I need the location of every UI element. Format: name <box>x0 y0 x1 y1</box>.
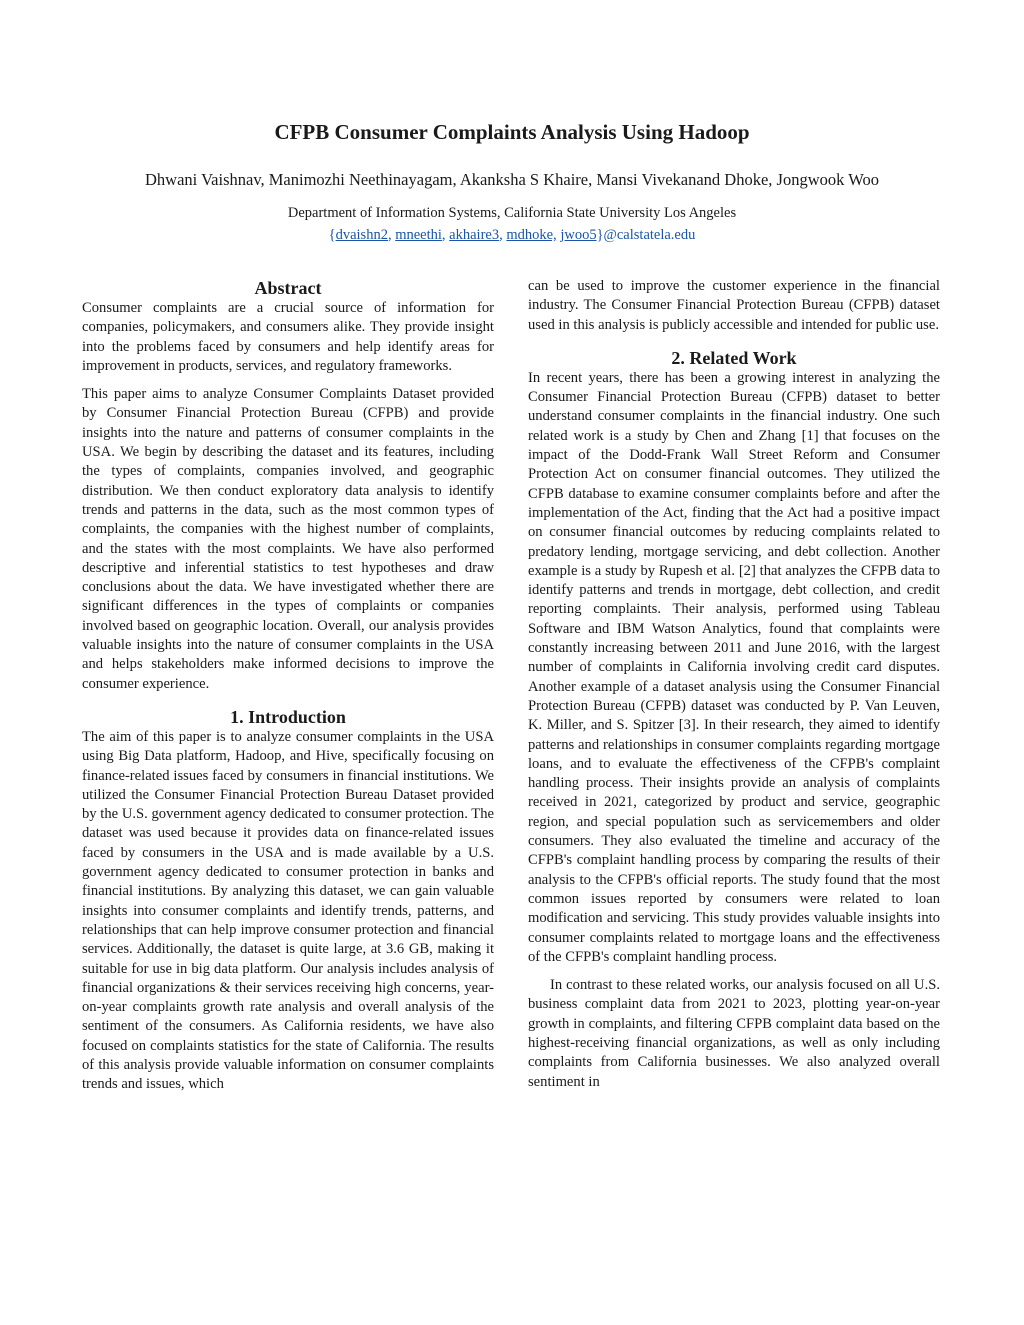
right-column <box>528 277 940 1092</box>
email-link-dvaishn2[interactable]: dvaishn2 <box>335 227 388 243</box>
introduction-paragraph-1: The aim of this paper is to analyze consumer complaints in the USA using Big Data platform, Hadoop, and Hive, specifically focusing on finance-related issues faced by consumers in financial institutions. We utilized the Consumer Financial Protection Bureau Dataset provided by the U.S. government agency dedicated to consumer protection. The dataset was used because it provides data on finance-related issues faced by consumers in the USA and is made available by a U.S. government agency dedicated to consumer protection in banks and financial institutions. By analyzing this dataset, we can gain valuable insights into consumer complaints and identify trends, patterns, and relationships that can help improve consumer protection and financial services. Additionally, the dataset is quite large, at 3.6 GB, making it suitable for use in big data platform. Our analysis includes analysis of financial organizations & their services receiving high concerns, year-on-year complaints growth rate analysis and overall analysis of the sentiment of the consumers. As California residents, we have also focused on complaints statistics for the state of California. The results of this analysis provide valuable information on consumer complaints trends and issues, which <box>82 728 494 1093</box>
email-link-akhaire3[interactable]: akhaire3 <box>449 227 500 243</box>
left-column <box>82 277 494 1095</box>
email-domain: }@calstatela.edu <box>596 227 696 243</box>
affiliation: Department of Information Systems, California State University Los Angeles <box>287 205 737 221</box>
introduction-paragraph-continued: can be used to improve the customer experience in the financial industry. The Consumer Financial Protection Bureau (CFPB) dataset used in this analysis is publicly accessible and intended for public use. <box>528 278 940 333</box>
author-list: Dhwani Vaishnav, Manimozhi Neethinayagam, Akanksha S Khaire, Mansi Vivekanand Dhoke, Jongwook Woo <box>145 170 879 189</box>
email-link-mneethi[interactable]: mneethi <box>395 227 442 243</box>
introduction-heading: 1. Introduction <box>230 706 346 727</box>
abstract-paragraph-2: This paper aims to analyze Consumer Complaints Dataset provided by Consumer Financial Protection Bureau (CFPB) and provide insights into the nature and patterns of consumer complaints in the USA. We begin by describing the dataset and its features, including the types of complaints, companies involved, and geographic distribution. We then conduct exploratory data analysis to identify trends and patterns in the data, such as the most common types of complaints, the companies with the highest number of complaints, and the states with the most complaints. We have also performed descriptive and inferential statistics to test hypotheses and draw conclusions about the data. We have investigated whether there are significant differences in the types of complaints or companies involved based on geographic location. Overall, our analysis provides valuable insights into the nature of consumer complaints in the USA and helps stakeholders make informed decisions to improve the consumer experience. <box>82 386 494 692</box>
related-work-paragraph-2: In contrast to these related works, our analysis focused on all U.S. business complaint data from 2021 to 2023, plotting year-on-year growth in complaints, and filtering CFPB complaint data based on the highest-receiving financial organizations, as well as only including complaints from California businesses. We also analyzed overall sentiment in <box>528 977 940 1090</box>
abstract-heading: Abstract <box>254 278 322 298</box>
related-work-paragraph-1: In recent years, there has been a growing interest in analyzing the Consumer Financial Protection Bureau (CFPB) dataset to better understand consumer complaints in the financial industry. One such related work is a study by Chen and Zhang [1] that focuses on the impact of the Dodd-Frank Wall Street Reform and Consumer Protection Act on consumer financial outcomes. They utilized the CFPB database to examine consumer complaints before and after the implementation of the Act, finding that the Act had a positive impact on consumer financial outcomes by reducing complaints related to predatory lending, mortgage servicing, and debt collection. Another example is a study by Rupesh et al. [2] that analyzes the CFPB data to identify patterns and trends in mortgage, debt collection, and credit reporting complaints. Their analysis, performed using Tableau Software and IBM Watson Analytics, found that complaints were constantly increasing between 2011 and June 2016, with the largest number of complaints in California involving credit card disputes. Another example of a dataset analysis using the Consumer Financial Protection Bureau (CFPB) dataset was conducted by P. Van Leuven, K. Miller, and S. Spitzer [3]. In their research, they aimed to identify patterns and relationships in consumer complaints regarding mortgage loans, and to evaluate the effectiveness of the CFPB's complaint handling process. Their insights provide an analysis of complaints received in 2021, categorized by product and service, geographic region, and special population such as servicemembers and older consumers. They also evaluated the timeline and accuracy of the CFPB's complaint handling process by comparing the results of their analysis to the CFPB's official reports. The study found that the most common issues reported by consumers were related to loan modification and servicing. This study provides valuable insights into consumer complaints related to mortgage loans and the effectiveness of the CFPB's complaint handling process. <box>528 369 940 965</box>
related-work-heading: 2. Related Work <box>671 347 797 368</box>
email-brace-open: { <box>328 227 336 243</box>
email-link-jwoo5[interactable]: jwoo5 <box>560 227 597 243</box>
abstract-paragraph-1: Consumer complaints are a crucial source of information for companies, policymakers, and consumers alike. They provide insight into the problems faced by consumers and help identify areas for improvement in products, services, and regulatory frameworks. <box>82 300 494 374</box>
paper-title: CFPB Consumer Complaints Analysis Using Hadoop <box>274 120 750 144</box>
author-emails: {dvaishn2, mneethi, akhaire3, mdhoke, jwoo5}@calstatela.edu <box>328 227 696 243</box>
email-link-mdhoke[interactable]: mdhoke, <box>506 227 557 243</box>
